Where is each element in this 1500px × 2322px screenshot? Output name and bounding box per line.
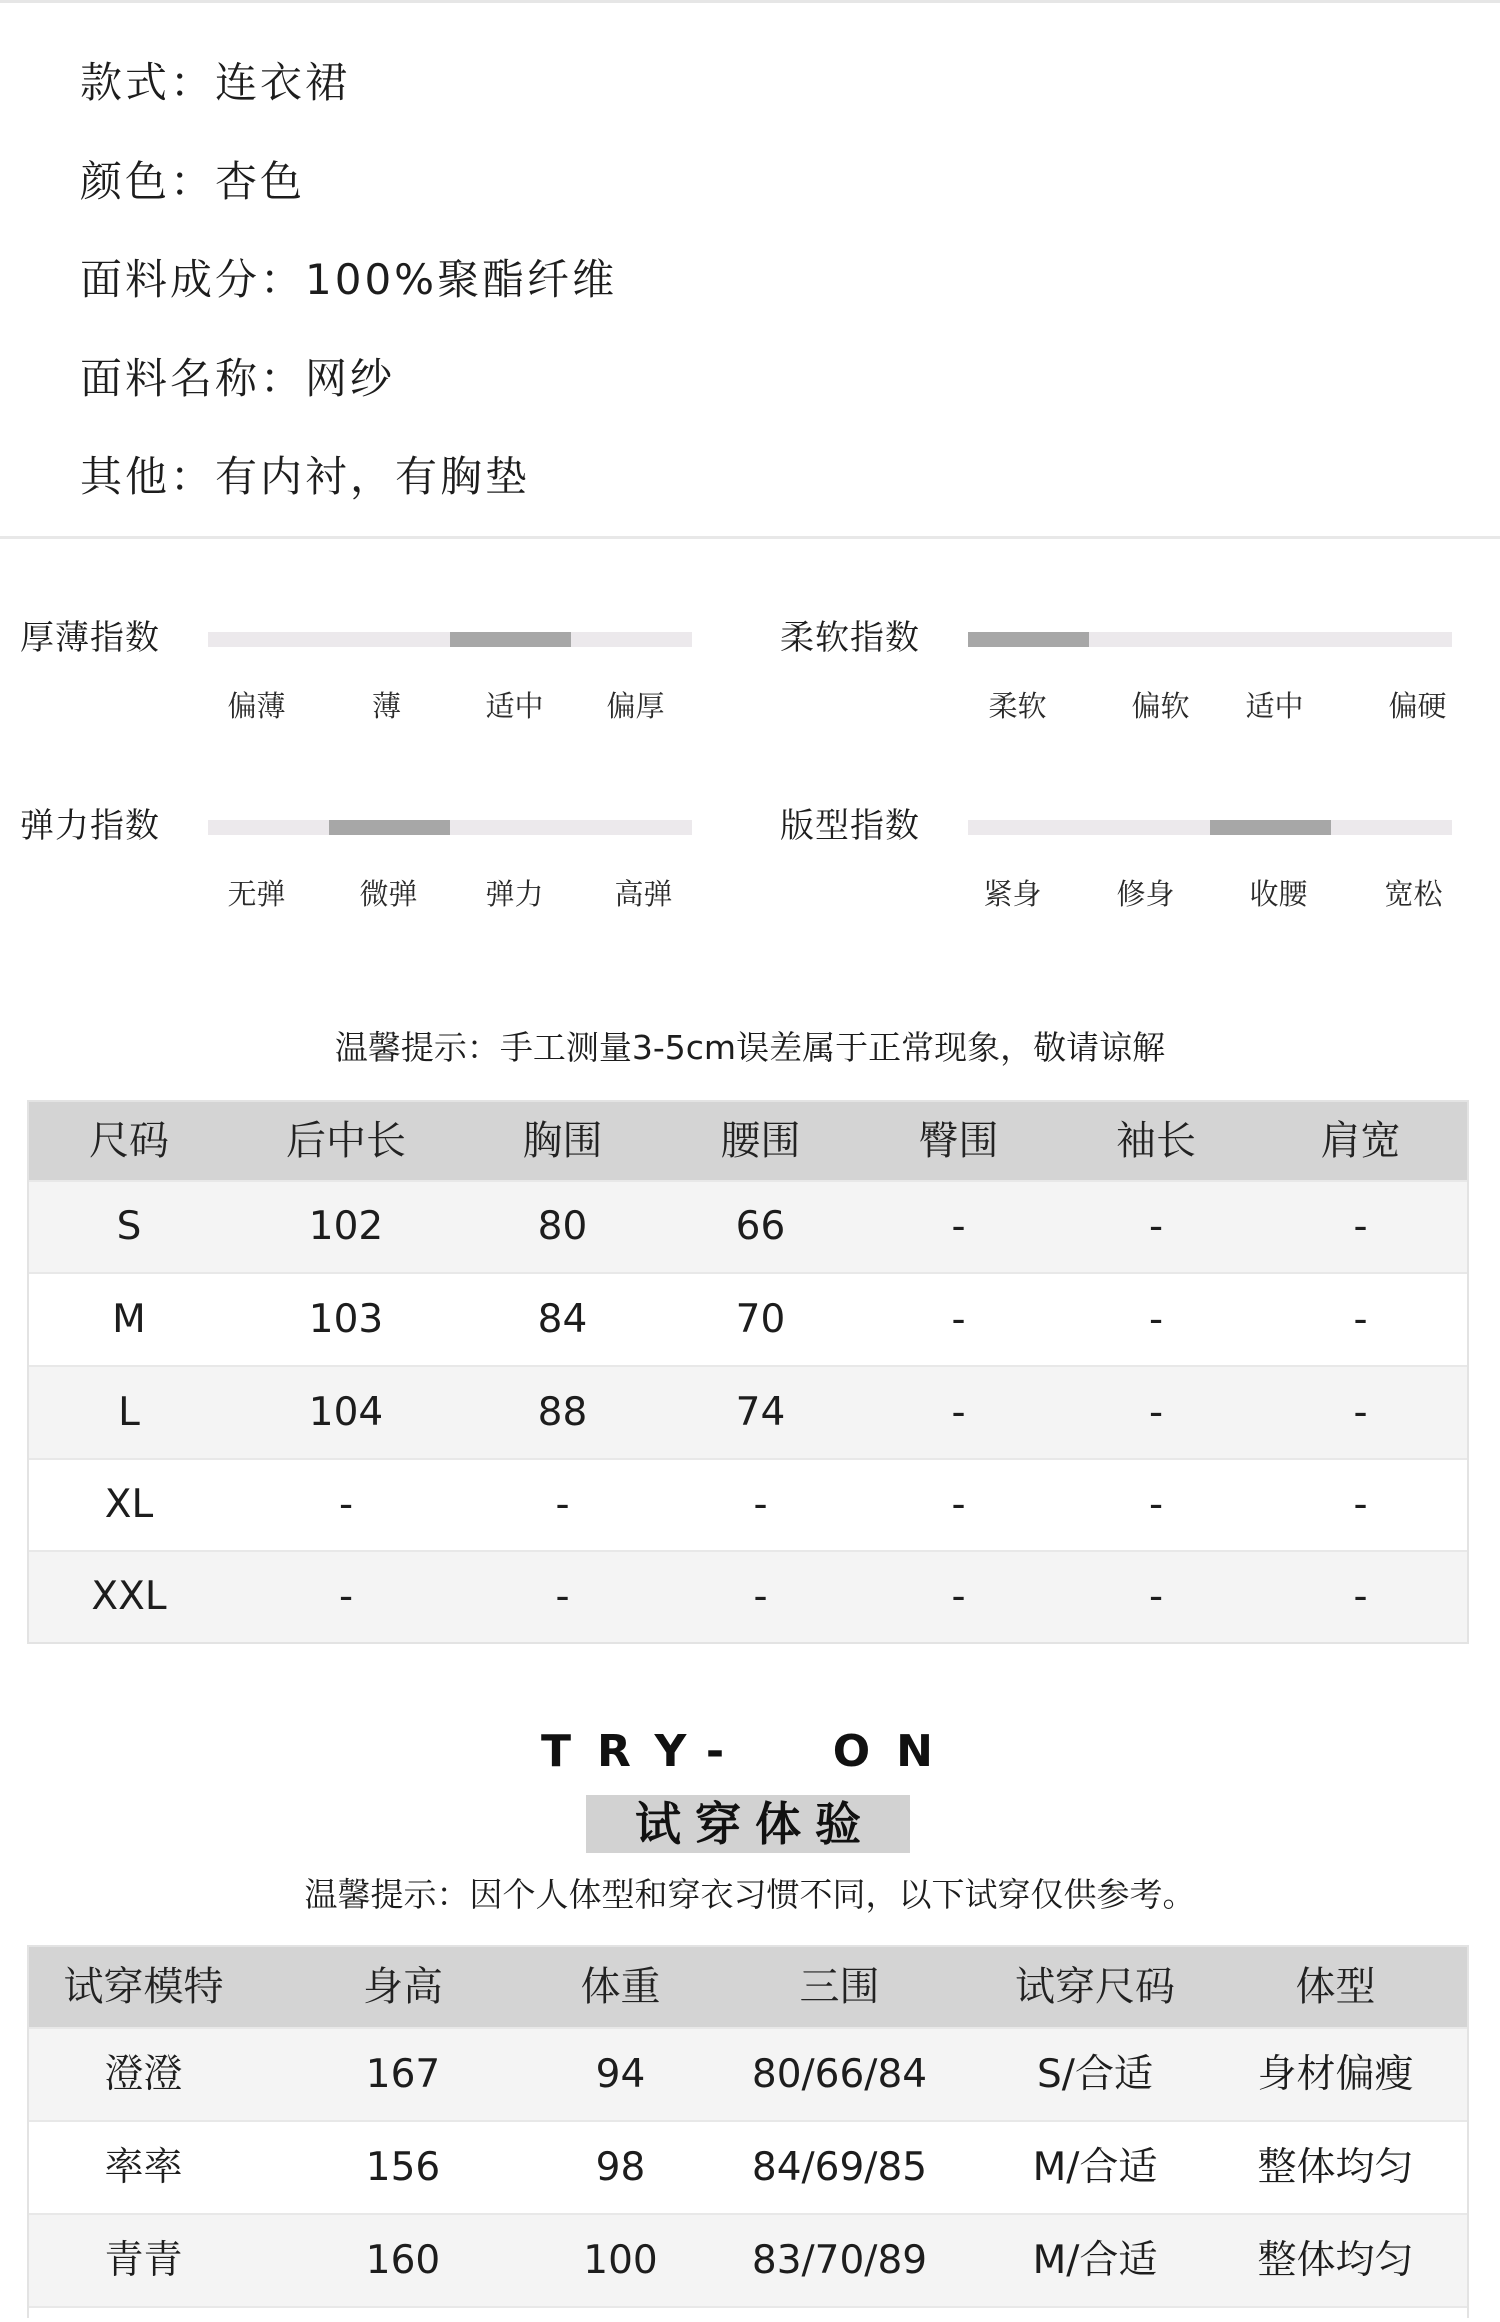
table-cell: - bbox=[1148, 1482, 1164, 1527]
table-cell: 青青 bbox=[104, 2238, 183, 2283]
index-label: 紧身 bbox=[983, 877, 1042, 911]
table-cell: 整体均匀 bbox=[1257, 2238, 1414, 2283]
table-cell: 102 bbox=[308, 1204, 384, 1249]
index-label: 微弹 bbox=[359, 877, 418, 911]
table-cell: - bbox=[951, 1204, 966, 1249]
spec-fabric-composition: 面料成分：100%聚酯纤维 bbox=[80, 255, 618, 304]
table-cell: - bbox=[1353, 1482, 1368, 1527]
table-cell: 94 bbox=[595, 2052, 646, 2097]
header-cell: 体型 bbox=[1295, 1964, 1376, 2010]
table-cell: - bbox=[951, 1482, 966, 1527]
header-cell: 臀围 bbox=[918, 1118, 999, 1164]
table-cell: 88 bbox=[537, 1390, 588, 1435]
index-label: 偏薄 bbox=[227, 689, 286, 723]
index-label: 偏软 bbox=[1131, 689, 1190, 723]
table-cell: - bbox=[1148, 1390, 1164, 1435]
index-label: 偏厚 bbox=[606, 689, 665, 723]
index-track bbox=[208, 632, 692, 647]
index-track bbox=[208, 820, 692, 835]
table-cell: - bbox=[1353, 1574, 1368, 1619]
table-cell: - bbox=[1148, 1204, 1164, 1249]
table-cell: - bbox=[555, 1574, 570, 1619]
tryon-title bbox=[0, 1722, 1500, 1782]
size-table bbox=[27, 1100, 1469, 1644]
index-title: 柔软指数 bbox=[780, 618, 920, 658]
header-cell: 三围 bbox=[799, 1964, 880, 2010]
header-cell: 后中长 bbox=[286, 1118, 406, 1164]
table-cell: 率率 bbox=[104, 2145, 183, 2190]
table-cell: XXL bbox=[91, 1574, 167, 1619]
tryon-table-header bbox=[29, 1947, 1467, 2027]
index-label: 弹力 bbox=[485, 877, 544, 911]
table-cell: 103 bbox=[308, 1297, 384, 1342]
table-cell: - bbox=[1353, 1204, 1368, 1249]
index-title: 版型指数 bbox=[780, 806, 920, 846]
size-row-l bbox=[29, 1365, 1467, 1458]
tryon-title-text: TRY- ON bbox=[540, 1726, 959, 1777]
spec-style: 款式：连衣裙 bbox=[80, 58, 351, 107]
table-cell: 98 bbox=[595, 2145, 646, 2190]
table-cell: 整体均匀 bbox=[1257, 2145, 1414, 2190]
index-title: 厚薄指数 bbox=[20, 618, 160, 658]
tryon-table bbox=[27, 1945, 1469, 2318]
section-divider bbox=[0, 536, 1500, 539]
table-cell: - bbox=[753, 1482, 768, 1527]
index-indicator bbox=[1210, 820, 1331, 835]
table-cell: 167 bbox=[365, 2052, 441, 2097]
table-cell: 84/69/85 bbox=[751, 2145, 928, 2190]
table-cell: - bbox=[951, 1390, 966, 1435]
table-cell: 70 bbox=[735, 1297, 786, 1342]
index-indicator bbox=[450, 632, 571, 647]
size-notice: 温馨提示：手工测量3-5cm误差属于正常现象，敬请谅解 bbox=[334, 1028, 1166, 1067]
index-label: 宽松 bbox=[1384, 877, 1443, 911]
table-cell: 156 bbox=[365, 2145, 441, 2190]
table-cell: - bbox=[555, 1482, 570, 1527]
table-cell: 84 bbox=[537, 1297, 588, 1342]
tryon-row-shuaishuai bbox=[29, 2120, 1467, 2213]
softness-index bbox=[780, 610, 1500, 740]
size-row-xxl bbox=[29, 1550, 1467, 1642]
table-cell: - bbox=[1353, 1297, 1368, 1342]
table-cell: M/合适 bbox=[1032, 2238, 1158, 2283]
tryon-row-qingqing bbox=[29, 2213, 1467, 2306]
spec-other: 其他：有内衬，有胸垫 bbox=[80, 452, 531, 501]
index-title: 弹力指数 bbox=[20, 806, 160, 846]
table-cell: 身材偏瘦 bbox=[1257, 2052, 1414, 2097]
size-row-xl bbox=[29, 1458, 1467, 1550]
table-cell: M/合适 bbox=[1032, 2145, 1158, 2190]
index-indicator bbox=[968, 632, 1089, 647]
fit-index bbox=[780, 798, 1500, 928]
tryon-notice: 温馨提示：因个人体型和穿衣习惯不同，以下试穿仅供参考。 bbox=[304, 1875, 1196, 1914]
thickness-index bbox=[20, 610, 740, 740]
table-cell: - bbox=[753, 1574, 768, 1619]
table-cell: - bbox=[951, 1574, 966, 1619]
table-cell: - bbox=[1148, 1574, 1164, 1619]
table-cell: S bbox=[116, 1204, 142, 1249]
table-cell: 74 bbox=[735, 1390, 786, 1435]
spec-fabric-name: 面料名称：网纱 bbox=[80, 353, 396, 403]
index-label: 柔软 bbox=[988, 689, 1047, 723]
table-cell: 100 bbox=[583, 2238, 658, 2283]
table-cell: 83/70/89 bbox=[751, 2238, 928, 2283]
tryon-subtitle: 试穿体验 bbox=[586, 1795, 910, 1853]
table-cell: - bbox=[951, 1297, 966, 1342]
table-cell: - bbox=[1148, 1297, 1164, 1342]
index-track bbox=[968, 820, 1452, 835]
table-cell: L bbox=[118, 1390, 140, 1435]
index-label: 适中 bbox=[485, 689, 544, 723]
index-label: 偏硬 bbox=[1388, 689, 1447, 723]
table-cell: 80/66/84 bbox=[751, 2052, 928, 2097]
header-cell: 胸围 bbox=[522, 1118, 603, 1164]
size-row-s bbox=[29, 1180, 1467, 1272]
table-cell: S/合适 bbox=[1037, 2052, 1153, 2097]
index-track bbox=[968, 632, 1452, 647]
elasticity-index bbox=[20, 798, 740, 928]
tryon-row-partial bbox=[29, 2306, 1467, 2318]
top-divider bbox=[0, 0, 1500, 3]
index-indicator bbox=[329, 820, 450, 835]
table-cell: 66 bbox=[735, 1204, 786, 1249]
header-cell: 腰围 bbox=[720, 1118, 801, 1164]
index-label: 高弹 bbox=[614, 877, 673, 911]
table-cell: M bbox=[112, 1297, 146, 1342]
size-table-header bbox=[29, 1102, 1467, 1180]
table-cell: - bbox=[338, 1574, 354, 1619]
header-cell: 尺码 bbox=[89, 1118, 169, 1164]
spec-list bbox=[80, 42, 617, 535]
table-cell: 澄澄 bbox=[104, 2052, 183, 2097]
table-cell: XL bbox=[104, 1482, 154, 1527]
index-label: 修身 bbox=[1116, 877, 1175, 911]
header-cell: 试穿尺码 bbox=[1015, 1964, 1175, 2010]
header-cell: 袖长 bbox=[1116, 1118, 1196, 1164]
table-cell: 80 bbox=[537, 1204, 588, 1249]
table-cell: 160 bbox=[365, 2238, 441, 2283]
table-cell: - bbox=[338, 1482, 354, 1527]
size-row-m bbox=[29, 1272, 1467, 1365]
header-cell: 体重 bbox=[580, 1964, 661, 2010]
header-cell: 试穿模特 bbox=[63, 1964, 224, 2010]
index-label: 适中 bbox=[1245, 689, 1304, 723]
header-cell: 肩宽 bbox=[1320, 1118, 1401, 1164]
table-cell: 104 bbox=[308, 1390, 384, 1435]
index-label: 薄 bbox=[371, 689, 401, 723]
header-cell: 身高 bbox=[363, 1964, 443, 2010]
table-cell: - bbox=[1353, 1390, 1368, 1435]
index-label: 无弹 bbox=[227, 877, 286, 911]
tryon-row-chengcheng bbox=[29, 2027, 1467, 2120]
spec-color: 颜色：杏色 bbox=[80, 156, 306, 206]
index-label: 收腰 bbox=[1249, 877, 1308, 911]
